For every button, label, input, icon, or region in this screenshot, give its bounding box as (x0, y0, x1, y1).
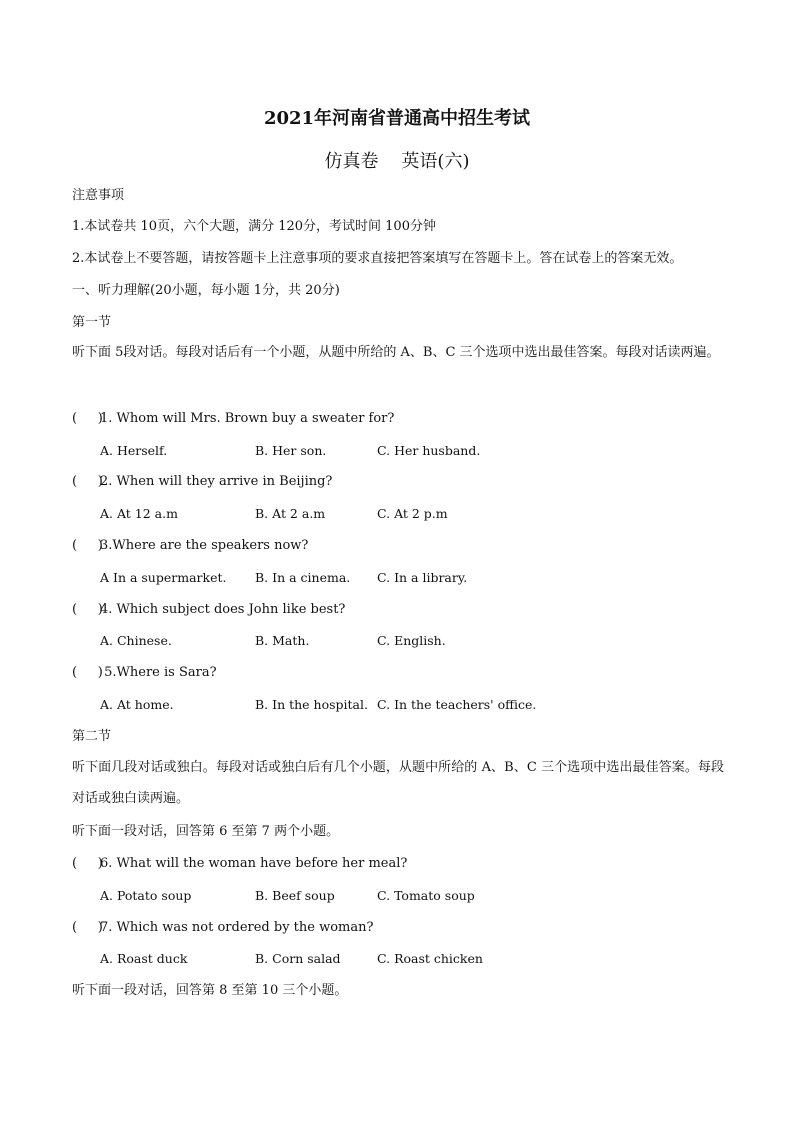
section1-heading: 第一节 (72, 315, 112, 330)
exam-subtitle: 仿真卷 英语(六) (324, 151, 470, 172)
answer-blank[interactable]: ( ) (72, 920, 103, 935)
question-text: 2. When will they arrive in Beijing? (100, 474, 333, 489)
answer-blank[interactable]: ( ) (72, 665, 103, 680)
option-c: C. Tomato soup (377, 888, 475, 903)
option-c: C. At 2 p.m (377, 506, 448, 521)
note-item-1: 1.本试卷共 10页，六个大题，满分 120分，考试时间 100分钟 (72, 219, 436, 234)
section2-heading: 第二节 (72, 729, 112, 744)
question-text: 6. What will the woman have before her meal? (100, 856, 408, 871)
part1-heading: 一、听力理解(20小题，每小题 1分，共 20分) (72, 283, 340, 298)
question-text: 7. Which was not ordered by the woman? (100, 920, 374, 935)
question-text: 3.Where are the speakers now? (100, 538, 309, 553)
option-a: A. At home. (100, 697, 174, 712)
option-a: A In a supermarket. (100, 570, 227, 585)
option-b: B. At 2 a.m (255, 506, 326, 521)
option-b: B. In the hospital. (255, 697, 368, 712)
question-2 (72, 473, 332, 491)
section2-instruction: 听下面几段对话或独白。每段对话或独白后有几个小题，从题中所给的 A、B、C 三个选项中选出最佳答案。每段对话或独白读两遍。 (72, 760, 724, 806)
option-a: A. Herself. (100, 443, 168, 458)
option-b: B. Math. (255, 633, 310, 648)
note-item-2: 2.本试卷上不要答题，请按答题卡上注意事项的要求直接把答案填写在答题卡上。答在试卷上的答案无效。 (72, 251, 683, 266)
question-4 (72, 601, 345, 619)
section1-instruction: 听下面 5段对话。每段对话后有一个小题，从题中所给的 A、B、C 三个选项中选出最佳答案。每段对话读两遍。 (72, 345, 720, 360)
question-text: 1. Whom will Mrs. Brown buy a sweater for? (100, 411, 395, 426)
option-b: B. Corn salad (255, 951, 341, 966)
option-a: A. At 12 a.m (100, 506, 178, 521)
question-6 (72, 855, 407, 873)
option-c: C. English. (377, 633, 446, 648)
answer-blank[interactable]: ( ) (72, 538, 103, 553)
question-3 (72, 537, 308, 555)
notes-heading: 注意事项 (72, 188, 125, 203)
option-c: C. Roast chicken (377, 951, 483, 966)
option-c: C. Her husband. (377, 443, 481, 458)
section2-sub2: 听下面一段对话，回答第 8 至第 10 三个小题。 (72, 983, 348, 998)
option-a: A. Chinese. (100, 633, 172, 648)
exam-title: 2021年河南省普通高中招生考试 (263, 108, 531, 129)
option-b: B. Her son. (255, 443, 327, 458)
question-7 (72, 919, 373, 937)
question-text: 4. Which subject does John like best? (100, 602, 346, 617)
question-1 (72, 410, 394, 428)
answer-blank[interactable]: ( ) (72, 474, 103, 489)
option-b: B. In a cinema. (255, 570, 351, 585)
question-text: 5.Where is Sara? (100, 665, 217, 680)
answer-blank[interactable]: ( ) (72, 411, 103, 426)
option-c: C. In the teachers' office. (377, 697, 537, 712)
option-b: B. Beef soup (255, 888, 335, 903)
option-c: C. In a library. (377, 570, 468, 585)
answer-blank[interactable]: ( ) (72, 602, 103, 617)
option-a: A. Potato soup (100, 888, 192, 903)
section2-sub1: 听下面一段对话，回答第 6 至第 7 两个小题。 (72, 824, 340, 839)
answer-blank[interactable]: ( ) (72, 856, 103, 871)
option-a: A. Roast duck (100, 951, 188, 966)
question-5 (72, 664, 217, 682)
